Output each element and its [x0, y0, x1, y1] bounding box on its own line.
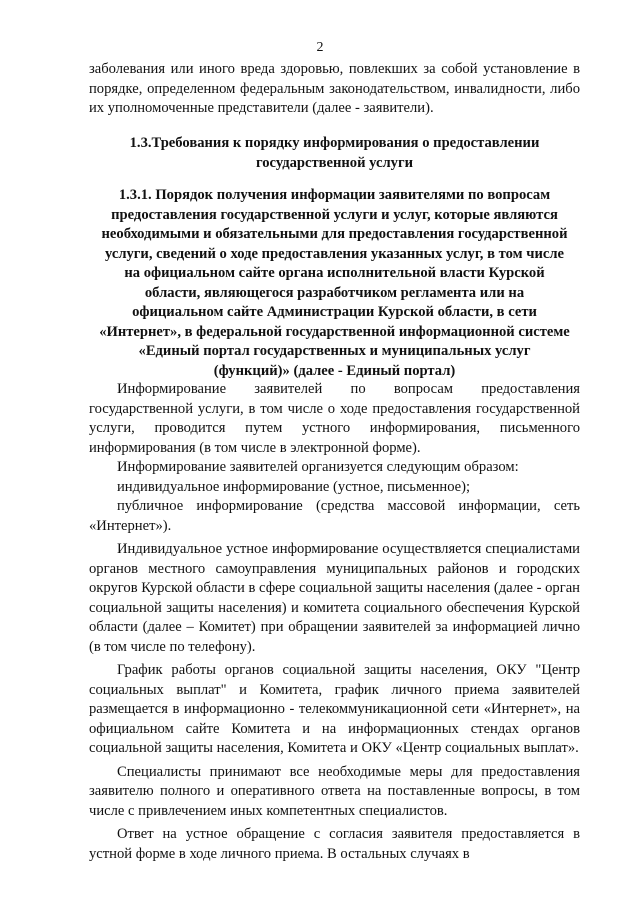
paragraph-organization: Информирование заявителей организуется следующим образом:: [117, 459, 519, 475]
subsection-heading-line: (функций)» (далее - Единый портал): [213, 362, 456, 379]
subsection-heading: [86, 186, 583, 381]
subsection-heading-line: 1.3.1. Порядок получения информации заявителями по вопросам: [118, 187, 551, 203]
section-heading-line-1: 1.3.Требования к порядку информирования о предоставлении: [129, 135, 540, 151]
subsection-heading-line: области, являющегося разработчиком регламента или на: [144, 284, 525, 301]
subsection-heading-line: необходимыми и обязательными для предоставления государственной: [101, 226, 568, 242]
section-heading: [89, 134, 580, 173]
intro-text: заболевания или иного вреда здоровью, повлекших за собой установление в порядке, определенном федеральным законодательством, инвалидности, либо их уполномоченные представители (далее - заявители).: [89, 61, 580, 116]
paragraph-specialists: Специалисты принимают все необходимые меры для предоставления заявителю полного и оперативного ответа на поставленные вопросы, в том числе с привлечением иных компетентных специалистов.: [89, 763, 580, 819]
subsection-heading-line: услуги, сведений о ходе предоставления указанных услуг, в том числе: [105, 245, 564, 262]
paragraph-oral-informing: Индивидуальное устное информирование осуществляется специалистами органов местного самоуправления муниципальных районов и городских округов Курской области в сфере социальной защиты населения (далее - орган социальной защиты населения) и комитета социального обеспечения Курской области (далее – Комитет) при обращении заявителей за информацией лично (в том числе по телефону).: [89, 541, 580, 655]
paragraph-public: публичное информирование (средства массовой информации, сеть «Интернет»).: [89, 498, 580, 534]
paragraph-informing: Информирование заявителей по вопросам предоставления государственной услуги, в том числе о ходе предоставления государственной услуги, проводится путем устного информирования, письменного информирования (в том числе в электронной форме).: [89, 381, 580, 456]
subsection-heading-line: официальном сайте Администрации Курской области, в сети: [132, 304, 537, 320]
subsection-heading-line: «Интернет», в федеральной государственной информационной системе: [99, 323, 570, 340]
paragraph-oral-response: Ответ на устное обращение с согласия заявителя предоставляется в устной форме в ходе личного приема. В остальных случаях в: [89, 826, 580, 862]
subsection-heading-line: «Единый портал государственных и муниципальных услуг: [138, 343, 531, 359]
subsection-heading-line: на официальном сайте органа исполнительной власти Курской: [124, 265, 545, 281]
intro-paragraph: [89, 60, 580, 119]
paragraph-schedule: График работы органов социальной защиты населения, ОКУ "Центр социальных выплат" и Комитета, график личного приема заявителей размещается в информационно - телекоммуникационной сети «Интернет», на официальном сайте Комитета и на информационных стендах органов социальной защиты населения, Комитета и ОКУ «Центр социальных выплат».: [89, 662, 580, 756]
section-heading-line-2: государственной услуги: [255, 154, 414, 171]
body-text: [89, 380, 580, 864]
paragraph-individual: индивидуальное информирование (устное, письменное);: [117, 478, 471, 495]
page-number: 2: [316, 40, 324, 55]
subsection-heading-line: предоставления государственной услуги и услуг, которые являются: [111, 206, 558, 223]
